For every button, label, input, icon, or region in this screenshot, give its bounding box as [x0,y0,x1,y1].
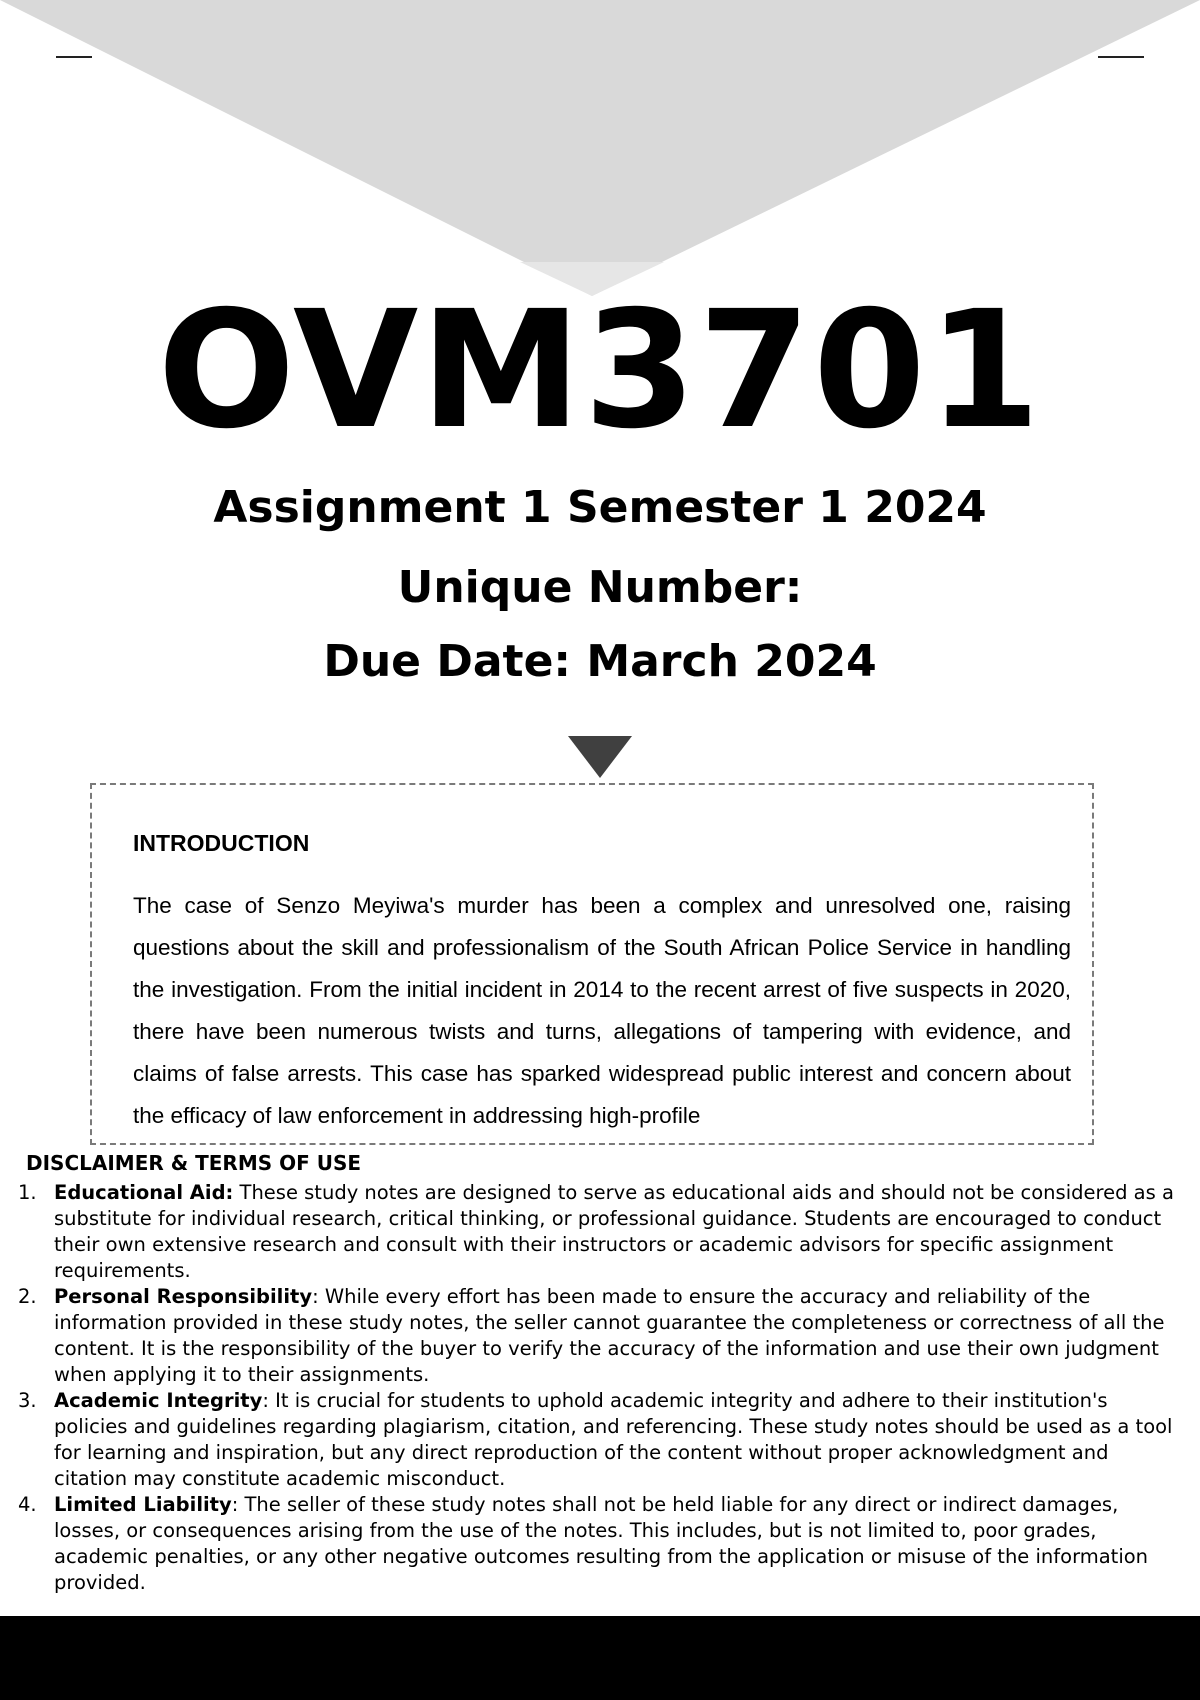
introduction-heading: INTRODUCTION [133,830,310,856]
unique-number-label: Unique Number: [397,562,803,613]
term-text: : It is crucial for students to uphold academic integrity and adhere to their institution's policies and guidelines regarding plagiarism, citation, and referencing. These study notes should be used as a tool for learning and inspiration, but any direct reproduction of the content without proper acknowledgment and citation may constitute academic misconduct. [54,1389,1173,1490]
term-number: 2. [18,1285,37,1308]
introduction-preview-box [90,783,1094,1145]
term-item-academic-integrity [0,1388,1200,1492]
down-arrow-icon [568,736,632,778]
term-number: 4. [18,1493,37,1516]
disclaimer-heading: DISCLAIMER & TERMS OF USE [26,1151,362,1175]
corner-mark-right [1098,56,1144,58]
cover-banner [0,0,1200,300]
term-title: Academic Integrity [54,1389,263,1412]
term-number: 1. [18,1181,37,1204]
due-date-label: Due Date: March 2024 [323,636,877,687]
term-text: These study notes are designed to serve as educational aids and should not be considered as a substitute for individual research, critical thinking, or professional guidance. Students are encouraged to conduct their own extensive research and consult with their instructors or academic advisors for specific assignment requirements. [54,1181,1174,1282]
term-title: Personal Responsibility [54,1285,313,1308]
banner-chevron-shape [0,0,1200,296]
term-text: : While every effort has been made to ensure the accuracy and reliability of the information provided in these study notes, the seller cannot guarantee the completeness or correctness of all the content. It is the responsibility of the buyer to verify the accuracy of the information and use their own judgment when applying it to their assignments. [54,1285,1165,1386]
term-item-educational-aid [0,1180,1200,1284]
term-number: 3. [18,1389,37,1412]
term-title: Educational Aid: [54,1181,234,1204]
term-item-limited-liability [0,1492,1200,1596]
term-item-personal-responsibility [0,1284,1200,1388]
assignment-title: Assignment 1 Semester 1 2024 [213,482,987,533]
term-title: Limited Liability [54,1493,232,1516]
introduction-paragraph: The case of Senzo Meyiwa's murder has been a complex and unresolved one, raising questions about the skill and professionalism of the South African Police Service in handling the investigation. From the initial incident in 2014 to the recent arrest of five suspects in 2020, there have been numerous twists and turns, allegations of tampering with evidence, and claims of false arrests. This case has sparked widespread public interest and concern about the efficacy of law enforcement in addressing high-profile [133,893,1071,1128]
bottom-bar [0,1616,1200,1700]
terms-list [0,1180,1200,1596]
term-text: : The seller of these study notes shall not be held liable for any direct or indirect damages, losses, or consequences arising from the use of the notes. This includes, but is not limited to, poor grades, academic penalties, or any other negative outcomes resulting from the application or misuse of the information provided. [54,1493,1149,1594]
corner-mark-left [56,56,92,58]
course-code-title: OVM3701 [157,277,1043,465]
